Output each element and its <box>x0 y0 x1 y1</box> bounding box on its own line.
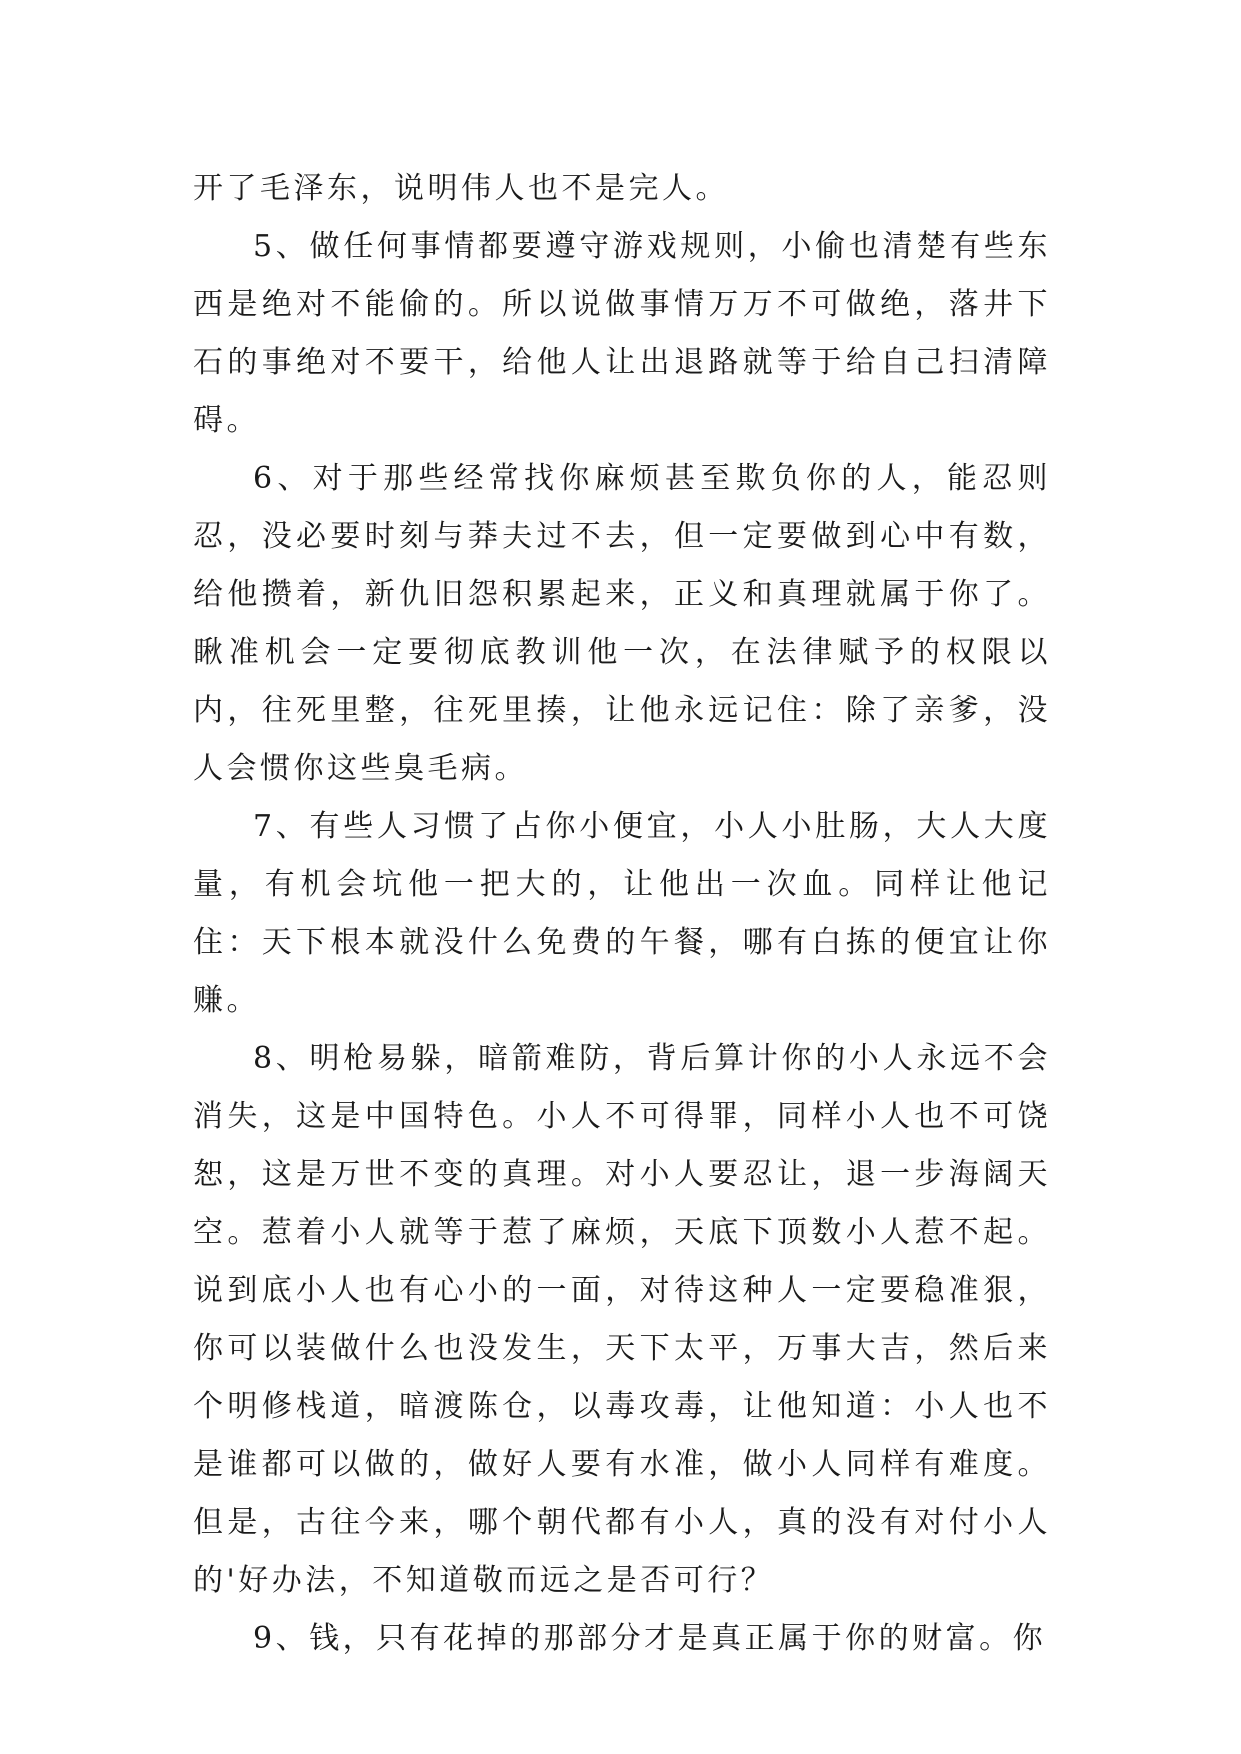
paragraph-item-8: 8、明枪易躲，暗箭难防，背后算计你的小人永远不会消失，这是中国特色。小人不可得罪，同样小人也不可饶恕，这是万世不变的真理。对小人要忍让，退一步海阔天空。惹着小人就等于惹了麻烦，天底下顶数小人惹不起。说到底小人也有心小的一面，对待这种人一定要稳准狠，你可以装做什么也没发生，天下太平，万事大吉，然后来个明修栈道，暗渡陈仓，以毒攻毒，让他知道：小人也不是谁都可以做的，做好人要有水准，做小人同样有难度。但是，古往今来，哪个朝代都有小人，真的没有对付小人的'好办法，不知道敬而远之是否可行？ <box>193 1041 1051 1598</box>
paragraph-continuation: 开了毛泽东，说明伟人也不是完人。 <box>193 171 729 206</box>
paragraph-item-5: 5、做任何事情都要遵守游戏规则，小偷也清楚有些东西是绝对不能偷的。所以说做事情万万不可做绝，落井下石的事绝对不要干，给他人让出退路就等于给自己扫清障碍。 <box>193 229 1051 438</box>
paragraph-item-9: 9、钱，只有花掉的那部分才是真正属于你的财富。你 <box>253 1621 1047 1656</box>
paragraph-item-6: 6、对于那些经常找你麻烦甚至欺负你的人，能忍则忍，没必要时刻与莽夫过不去，但一定要做到心中有数，给他攒着，新仇旧怨积累起来，正义和真理就属于你了。瞅准机会一定要彻底教训他一次，在法律赋予的权限以内，往死里整，往死里揍，让他永远记住：除了亲爹，没人会惯你这些臭毛病。 <box>193 461 1051 786</box>
paragraph-item-7: 7、有些人习惯了占你小便宜，小人小肚肠，大人大度量，有机会坑他一把大的，让他出一次血。同样让他记住：天下根本就没什么免费的午餐，哪有白拣的便宜让你赚。 <box>193 809 1051 1018</box>
document-body <box>193 160 1051 1668</box>
